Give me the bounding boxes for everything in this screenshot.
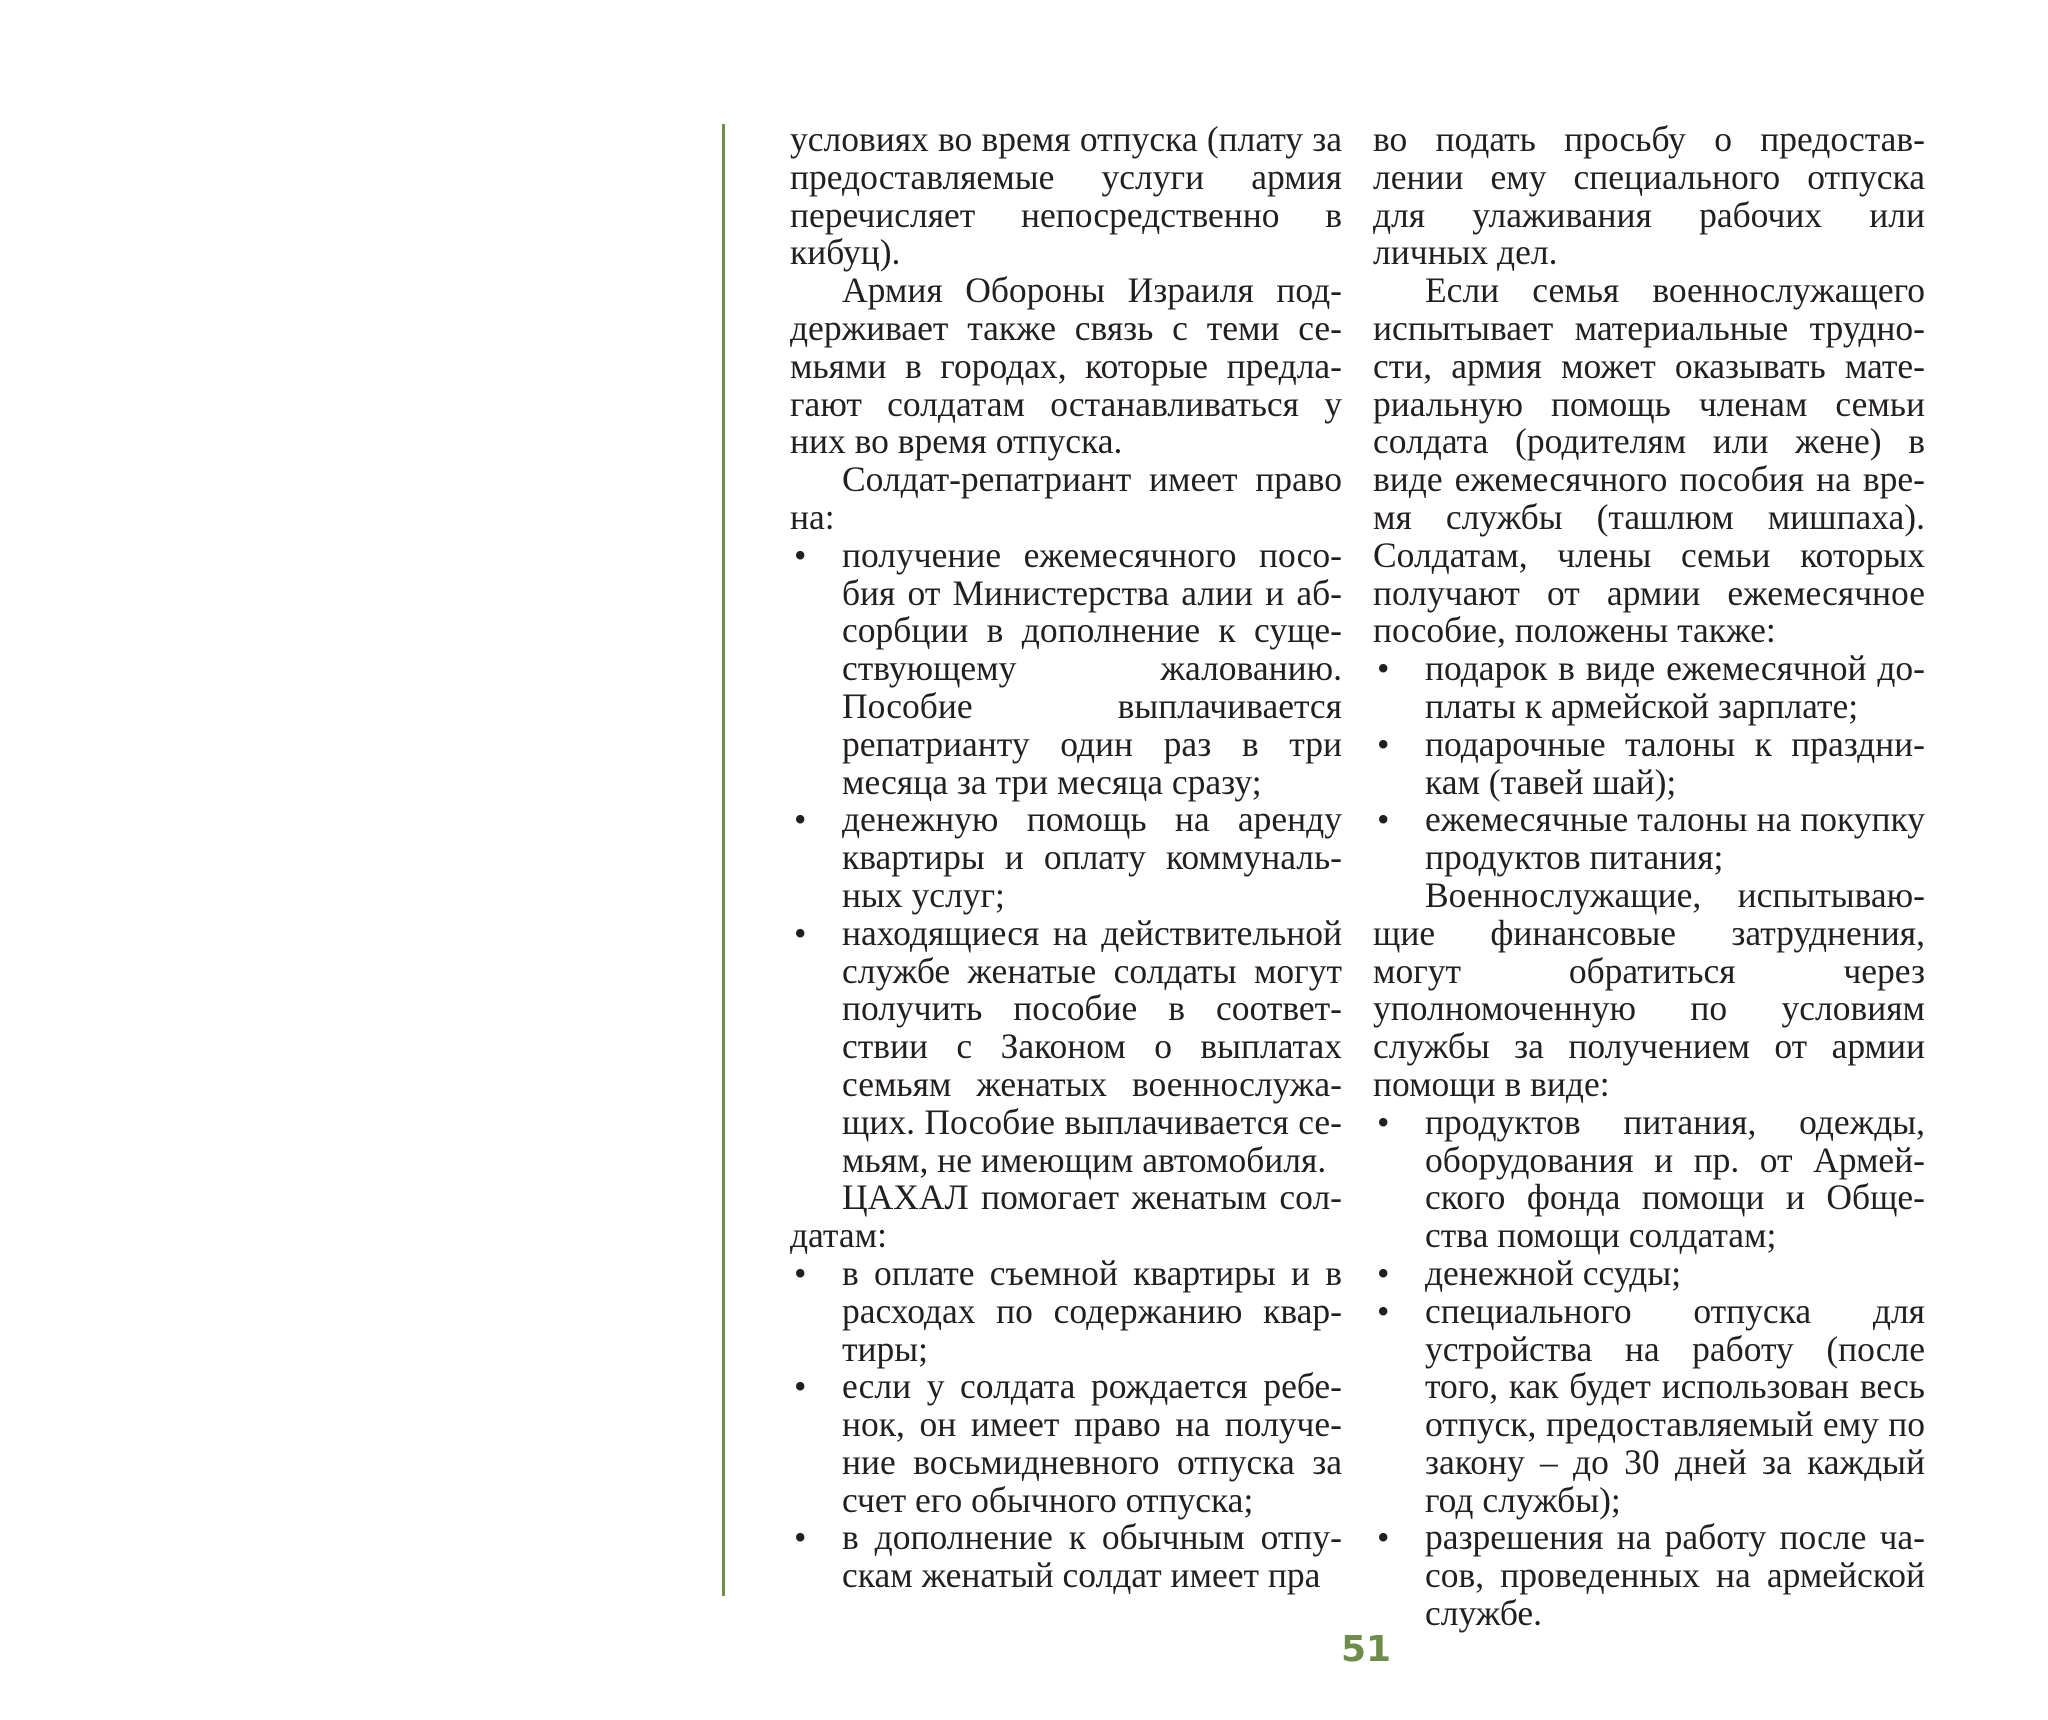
list-item — [790, 1519, 1342, 1595]
paragraph: Если семья военнослужащего испытывает материальные трудности, армия может оказывать материальную помощь членам семьи солдата (родителям или жене) в виде ежемесячного пособия на время службы (ташлюм мишпаха). Солдатам, члены семьи которых получают от армии ежемесячное пособие, положены также: — [1373, 270, 1925, 651]
left-text-column — [790, 121, 1342, 1595]
list-item — [1373, 1519, 1925, 1632]
bullet-list — [790, 534, 1342, 1180]
bullet-icon: • — [1377, 723, 1390, 764]
list-item-text: в дополнение к обычным отпускам женатый солдат имеет пра — [842, 1517, 1342, 1596]
list-item-text: подарочные талоны к праздникам (тавей шай); — [1425, 723, 1925, 802]
bullet-icon: • — [1377, 648, 1390, 689]
bullet-icon: • — [1377, 1101, 1390, 1142]
list-item-text: в оплате съемной квартиры и в расходах по содержанию квартиры; — [842, 1252, 1342, 1369]
list-item — [790, 1252, 1342, 1369]
bullet-icon: • — [1377, 1517, 1390, 1558]
right-text-column — [1373, 121, 1925, 1633]
bullet-list — [1373, 1101, 1925, 1634]
paragraph: Военнослужащие, испытывающие финансовые затруднения, могут обратиться через уполномоченную по условиям службы за получением от армии помощи в виде: — [1373, 874, 1925, 1104]
vertical-divider-rule — [722, 124, 725, 1596]
bullet-icon: • — [794, 1517, 807, 1558]
bullet-list — [1373, 650, 1925, 877]
bullet-icon: • — [794, 799, 807, 840]
list-item-text: если у солдата рождается ребенок, он имеет право на получение восьмидневного отпуска за счет его обычного отпуска; — [842, 1366, 1342, 1520]
list-item — [1373, 1290, 1925, 1520]
paragraph: во подать просьбу о предоставлении ему специального отпуска для улаживания рабочих или личных дел. — [1373, 119, 1925, 273]
page-number: 51 — [1340, 1629, 1392, 1670]
paragraph: Армия Обороны Израиля поддерживает также связь с теми семьями в городах, которые предлагают солдатам останавливаться у них во время отпуска. — [790, 270, 1342, 462]
bullet-icon: • — [1377, 1252, 1390, 1293]
paragraph: Солдат-репатриант имеет право на: — [790, 459, 1342, 537]
list-item — [790, 912, 1342, 1180]
list-item-text: разрешения на работу после часов, проведенных на армейской службе. — [1425, 1517, 1925, 1634]
list-item-text: денежной ссуды; — [1425, 1252, 1682, 1293]
list-item — [1373, 650, 1925, 726]
list-item — [1373, 1101, 1925, 1256]
paragraph: условиях во время отпуска (плату за предоставляемые услуги армия перечисляет непосредственно в кибуц). — [790, 119, 1342, 273]
bullet-list — [790, 1252, 1342, 1596]
paragraph: ЦАХАЛ помогает женатым солдатам: — [790, 1177, 1342, 1256]
list-item-text: денежную помощь на аренду квартиры и оплату коммунальных услуг; — [842, 799, 1342, 915]
list-item-text: продуктов питания, одежды, оборудования и пр. от Армейского фонда помощи и Общества помощи солдатам; — [1425, 1101, 1925, 1256]
list-item — [790, 801, 1342, 914]
list-item — [1373, 801, 1925, 877]
list-item — [790, 1368, 1342, 1519]
bullet-icon: • — [794, 534, 807, 575]
bullet-icon: • — [794, 912, 807, 953]
list-item-text: специального отпуска для устройства на работу (после того, как будет использован весь отпуск, предоставляемый ему по закону – до 30 дней за каждый год службы); — [1425, 1290, 1925, 1520]
bullet-icon: • — [1377, 799, 1390, 840]
bullet-icon: • — [1377, 1290, 1390, 1331]
list-item — [790, 534, 1342, 802]
list-item-text: получение ежемесячного пособия от Министерства алии и абсорбции в дополнение к существующему жалованию. Пособие выплачивается репатрианту один раз в три месяца за три месяца сразу; — [842, 534, 1342, 802]
list-item — [1373, 723, 1925, 802]
bullet-icon: • — [794, 1252, 807, 1293]
list-item-text: подарок в виде ежемесячной доплаты к армейской зарплате; — [1425, 648, 1925, 726]
bullet-icon: • — [794, 1366, 807, 1407]
list-item-text: ежемесячные талоны на покупку продуктов питания; — [1425, 799, 1925, 878]
list-item-text: находящиеся на действительной службе женатые солдаты могут получить пособие в соответствии с Законом о выплатах семьям женатых военнослужащих. Пособие выплачивается семьям, не имеющим автомобиля. — [842, 912, 1342, 1180]
list-item — [1373, 1252, 1925, 1293]
